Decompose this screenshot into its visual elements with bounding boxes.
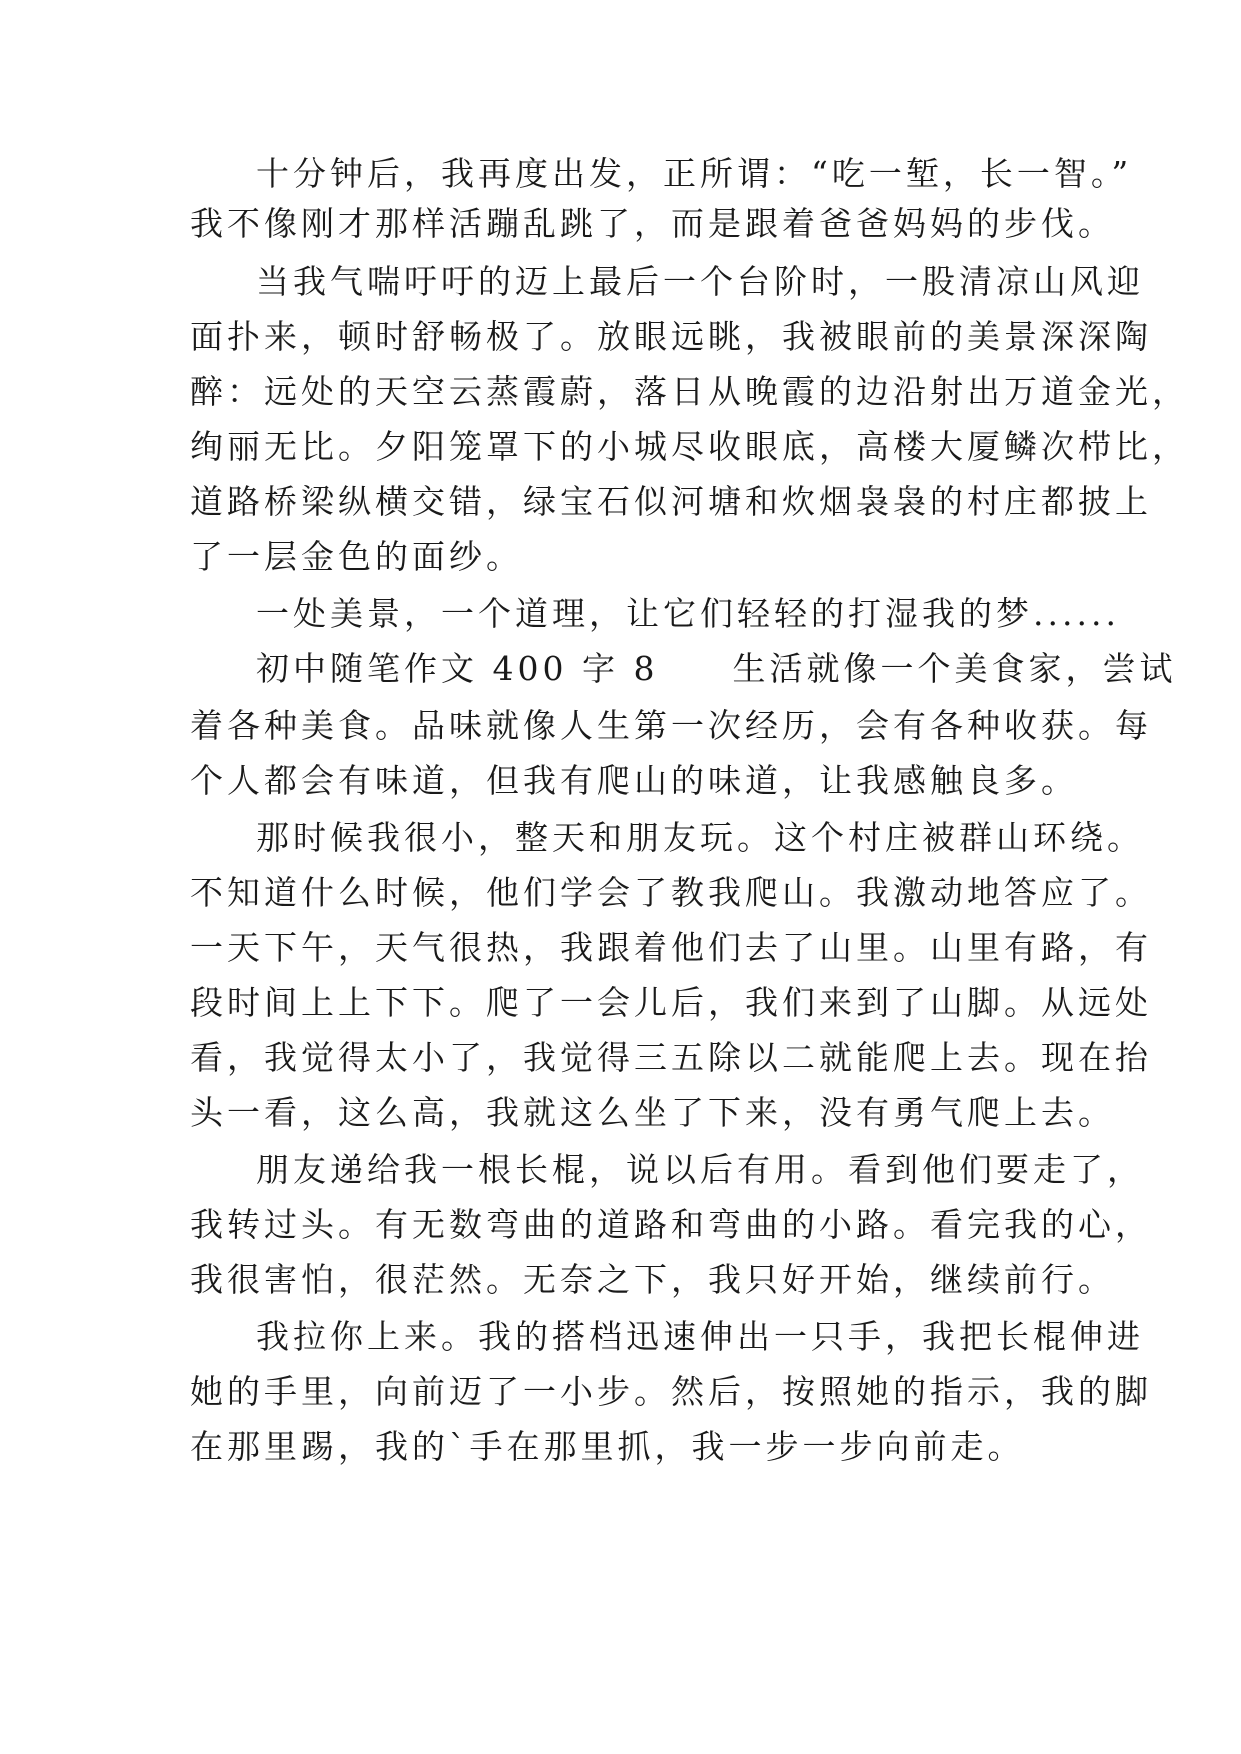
text-line: 十分钟后，我再度出发，正所谓：“吃一堑，长一智。”	[256, 154, 1133, 193]
text-line: 我拉你上来。我的搭档迅速伸出一只手，我把长棍伸进	[256, 1317, 1144, 1356]
text-line: 着各种美食。品味就像人生第一次经历，会有各种收获。每	[190, 706, 1152, 745]
text-line: 头一看，这么高，我就这么坐了下来，没有勇气爬上去。	[190, 1093, 1115, 1132]
text-line: 一处美景，一个道理，让它们轻轻的打湿我的梦......	[256, 594, 1120, 633]
text-line: 她的手里，向前迈了一小步。然后，按照她的指示，我的脚	[190, 1372, 1152, 1411]
text-line: 在那里踢，我的`手在那里抓，我一步一步向前走。	[190, 1427, 1025, 1466]
text-line: 绚丽无比。夕阳笼罩下的小城尽收眼底，高楼大厦鳞次栉比，	[190, 427, 1189, 466]
text-line: 了一层金色的面纱。	[190, 537, 523, 576]
text-line: 个人都会有味道，但我有爬山的味道，让我感触良多。	[190, 761, 1078, 800]
text-line: 我转过头。有无数弯曲的道路和弯曲的小路。看完我的心，	[190, 1205, 1152, 1244]
text-line: 看，我觉得太小了，我觉得三五除以二就能爬上去。现在抬	[190, 1038, 1152, 1077]
text-line: 朋友递给我一根长棍，说以后有用。看到他们要走了，	[256, 1150, 1144, 1189]
text-line: 那时候我很小，整天和朋友玩。这个村庄被群山环绕。	[256, 818, 1144, 857]
text-line: 醉：远处的天空云蒸霞蔚，落日从晚霞的边沿射出万道金光，	[190, 372, 1189, 411]
text-line: 不知道什么时候，他们学会了教我爬山。我激动地答应了。	[190, 873, 1152, 912]
text-line: 道路桥梁纵横交错，绿宝石似河塘和炊烟袅袅的村庄都披上	[190, 482, 1152, 521]
text-line: 面扑来，顿时舒畅极了。放眼远眺，我被眼前的美景深深陶	[190, 317, 1152, 356]
text-line: 段时间上上下下。爬了一会儿后，我们来到了山脚。从远处	[190, 983, 1152, 1022]
text-line: 我不像刚才那样活蹦乱跳了，而是跟着爸爸妈妈的步伐。	[190, 204, 1115, 243]
text-line: 我很害怕，很茫然。无奈之下，我只好开始，继续前行。	[190, 1260, 1115, 1299]
text-line: 初中随笔作文 400 字 8 生活就像一个美食家，尝试	[256, 649, 1177, 688]
text-line: 一天下午，天气很热，我跟着他们去了山里。山里有路，有	[190, 928, 1152, 967]
text-line: 当我气喘吁吁的迈上最后一个台阶时，一股清凉山风迎	[256, 262, 1144, 301]
